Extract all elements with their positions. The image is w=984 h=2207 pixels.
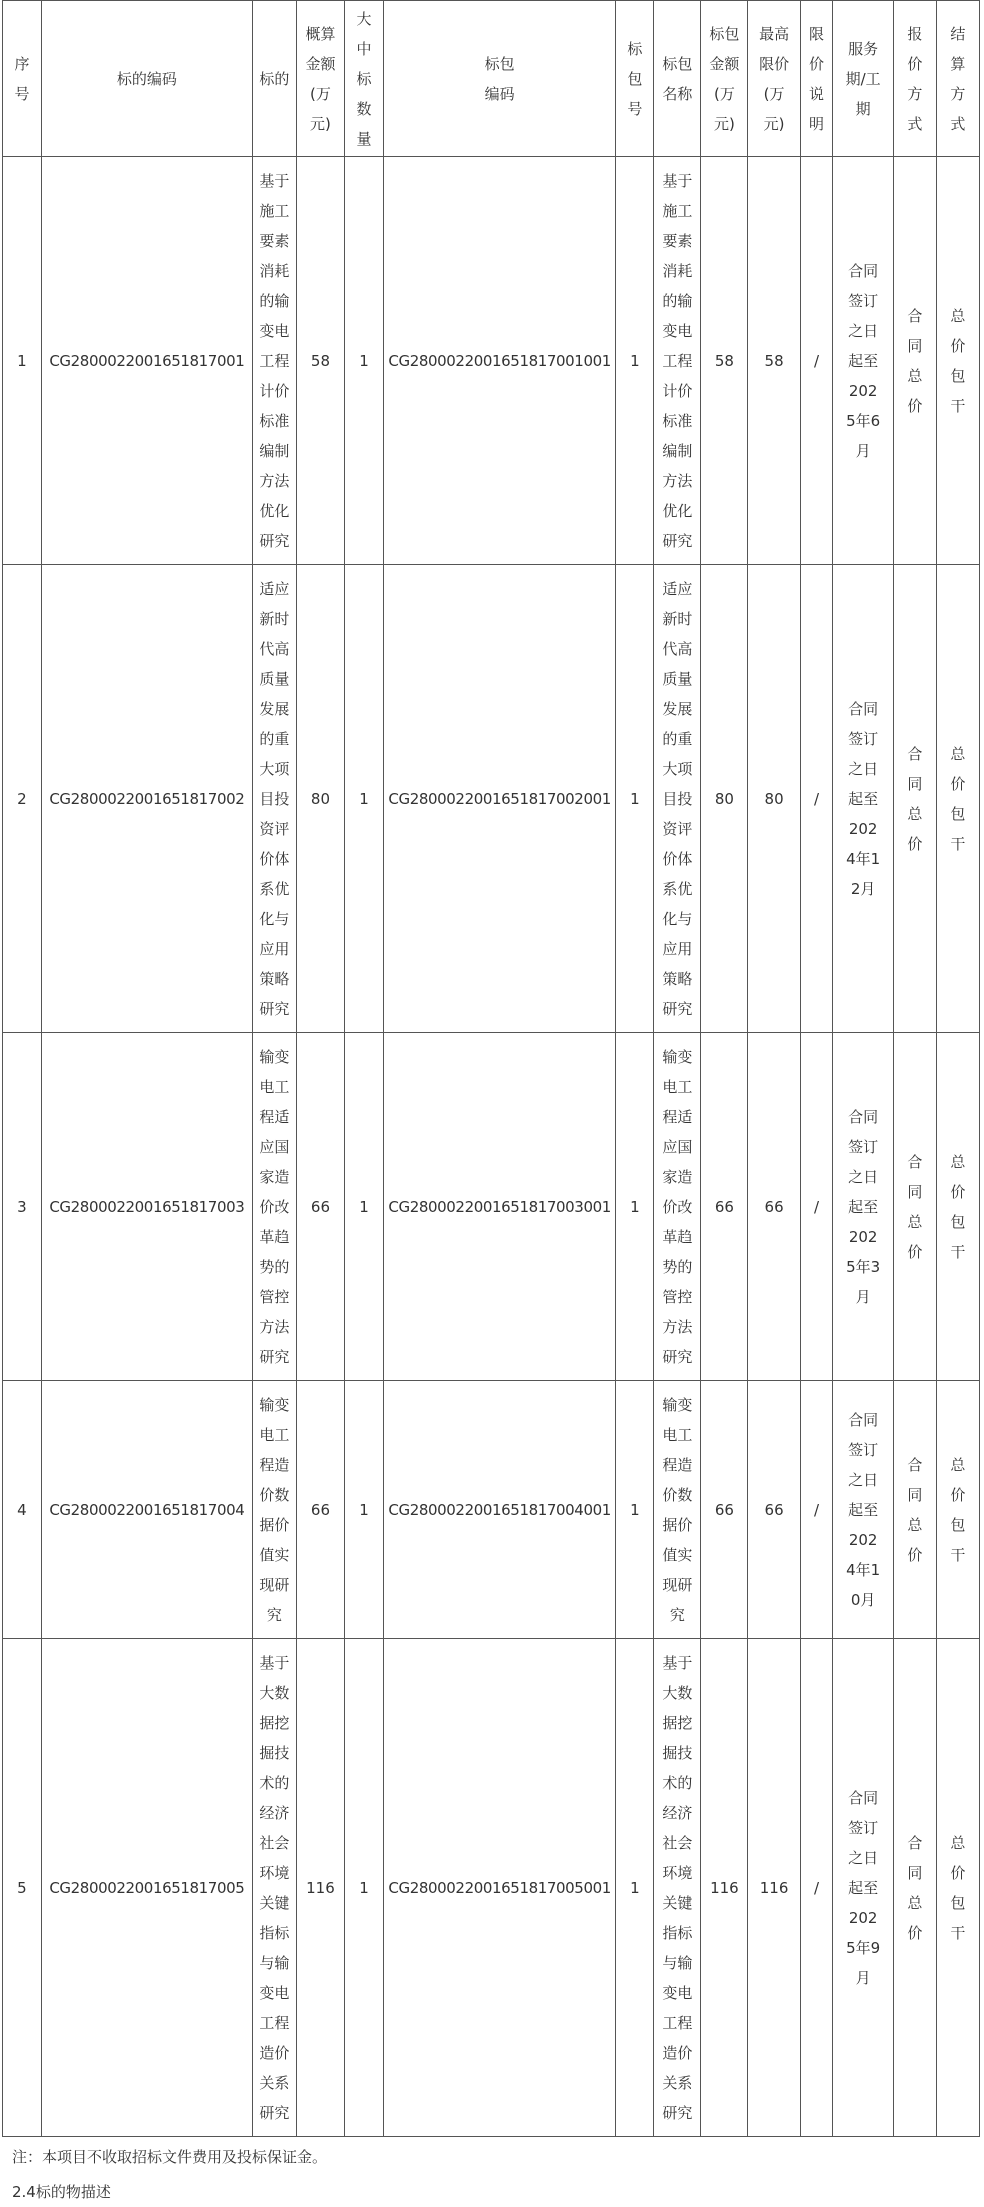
row-winners: 1 <box>359 1500 369 1519</box>
table-row <box>3 1033 980 1381</box>
row-price-note: / <box>814 1500 820 1519</box>
row-target-code: CG2800022001651817005 <box>49 1878 245 1897</box>
section-heading: 2.4标的物描述 <box>12 2183 111 2201</box>
row-package-no: 1 <box>630 351 640 370</box>
row-service-period: 合同签订之日起至2024年10月 <box>846 1410 881 1609</box>
row-service-period: 合同签订之日起至2025年6月 <box>846 261 881 460</box>
row-target: 输变电工程适应国家造价改革趋势的管控方法研究 <box>259 1047 290 1366</box>
row-package-no: 1 <box>630 1878 640 1897</box>
row-package-no: 1 <box>630 1500 640 1519</box>
row-winners: 1 <box>359 1197 369 1216</box>
row-target-code: CG2800022001651817002 <box>49 789 245 808</box>
row-package-code: CG2800022001651817001001 <box>388 351 611 370</box>
table-row <box>3 157 980 565</box>
row-package-code: CG2800022001651817002001 <box>388 789 611 808</box>
row-package-code: CG2800022001651817005001 <box>388 1878 611 1897</box>
row-price-note: / <box>814 789 820 808</box>
row-seq: 5 <box>17 1878 27 1897</box>
header-seq: 序号 <box>14 54 30 103</box>
row-winners: 1 <box>359 789 369 808</box>
row-budget: 66 <box>310 1500 330 1519</box>
row-seq: 4 <box>17 1500 27 1519</box>
row-target: 基于大数据挖掘技术的经济社会环境关键指标与输变电工程造价关系研究 <box>259 1653 290 2122</box>
row-price-note: / <box>814 351 820 370</box>
row-max-price: 58 <box>764 351 784 370</box>
header-target-code: 标的编码 <box>116 69 177 88</box>
row-quote-method: 合同总价 <box>907 1152 923 1261</box>
row-quote-method: 合同总价 <box>907 306 923 415</box>
row-seq: 2 <box>17 789 27 808</box>
header-winners: 大中标数量 <box>356 9 372 148</box>
row-service-period: 合同签订之日起至2025年9月 <box>846 1788 881 1987</box>
row-settlement: 总价包干 <box>950 1455 966 1564</box>
header-budget: 概算金额(万元) <box>305 24 336 133</box>
row-package-code: CG2800022001651817004001 <box>388 1500 611 1519</box>
row-budget: 116 <box>306 1878 335 1897</box>
row-target: 适应新时代高质量发展的重大项目投资评价体系优化与应用策略研究 <box>259 579 290 1018</box>
table-row <box>3 1639 980 2137</box>
row-winners: 1 <box>359 351 369 370</box>
row-package-no: 1 <box>630 1197 640 1216</box>
row-budget: 58 <box>310 351 330 370</box>
row-target-code: CG2800022001651817003 <box>49 1197 245 1216</box>
row-package-amount: 80 <box>714 789 734 808</box>
row-package-no: 1 <box>630 789 640 808</box>
row-max-price: 116 <box>759 1878 789 1897</box>
row-settlement: 总价包干 <box>950 1152 966 1261</box>
row-service-period: 合同签订之日起至2025年3月 <box>846 1107 881 1306</box>
row-service-period: 合同签订之日起至2024年12月 <box>846 699 881 898</box>
row-budget: 80 <box>310 789 330 808</box>
row-target: 输变电工程造价数据价值实现研究 <box>259 1395 290 1624</box>
row-quote-method: 合同总价 <box>907 1455 923 1564</box>
row-winners: 1 <box>359 1878 369 1897</box>
header-price-note: 限价说明 <box>809 24 825 133</box>
row-max-price: 66 <box>764 1197 784 1216</box>
header-package-no: 标包号 <box>627 39 643 118</box>
row-quote-method: 合同总价 <box>907 1833 923 1942</box>
row-price-note: / <box>814 1197 820 1216</box>
header-package-amount: 标包金额(万元) <box>709 24 740 133</box>
header-service-period: 服务期/工期 <box>845 39 881 118</box>
row-target: 基于施工要素消耗的输变电工程计价标准编制方法优化研究 <box>259 171 290 550</box>
row-settlement: 总价包干 <box>950 744 966 853</box>
row-package-code: CG2800022001651817003001 <box>388 1197 611 1216</box>
header-quote-method: 报价方式 <box>907 24 923 133</box>
header-target: 标的 <box>259 69 290 88</box>
header-package-name: 标包名称 <box>662 54 693 103</box>
row-target-code: CG2800022001651817004 <box>49 1500 245 1519</box>
row-seq: 1 <box>17 351 27 370</box>
header-package-code: 标包编码 <box>484 54 515 103</box>
row-settlement: 总价包干 <box>950 306 966 415</box>
row-price-note: / <box>814 1878 820 1897</box>
table-row <box>3 1381 980 1639</box>
bid-package-table <box>2 0 980 2137</box>
table-row <box>3 565 980 1033</box>
header-settlement: 结算方式 <box>950 24 966 133</box>
row-package-amount: 66 <box>714 1197 734 1216</box>
row-budget: 66 <box>310 1197 330 1216</box>
row-package-amount: 116 <box>710 1878 739 1897</box>
row-package-name: 适应新时代高质量发展的重大项目投资评价体系优化与应用策略研究 <box>662 579 693 1018</box>
table-header-row <box>3 1 980 157</box>
row-package-amount: 66 <box>714 1500 734 1519</box>
header-max-price: 最高限价(万元) <box>759 24 790 133</box>
row-seq: 3 <box>17 1197 27 1216</box>
row-package-amount: 58 <box>714 351 734 370</box>
row-package-name: 基于大数据挖掘技术的经济社会环境关键指标与输变电工程造价关系研究 <box>662 1653 693 2122</box>
row-package-name: 输变电工程适应国家造价改革趋势的管控方法研究 <box>662 1047 693 1366</box>
row-package-name: 基于施工要素消耗的输变电工程计价标准编制方法优化研究 <box>662 171 693 550</box>
table-footnote: 注：本项目不收取招标文件费用及投标保证金。 <box>12 2148 328 2166</box>
row-package-name: 输变电工程造价数据价值实现研究 <box>662 1395 693 1624</box>
row-quote-method: 合同总价 <box>907 744 923 853</box>
row-settlement: 总价包干 <box>950 1833 966 1942</box>
row-max-price: 80 <box>764 789 784 808</box>
row-target-code: CG2800022001651817001 <box>49 351 245 370</box>
row-max-price: 66 <box>764 1500 784 1519</box>
